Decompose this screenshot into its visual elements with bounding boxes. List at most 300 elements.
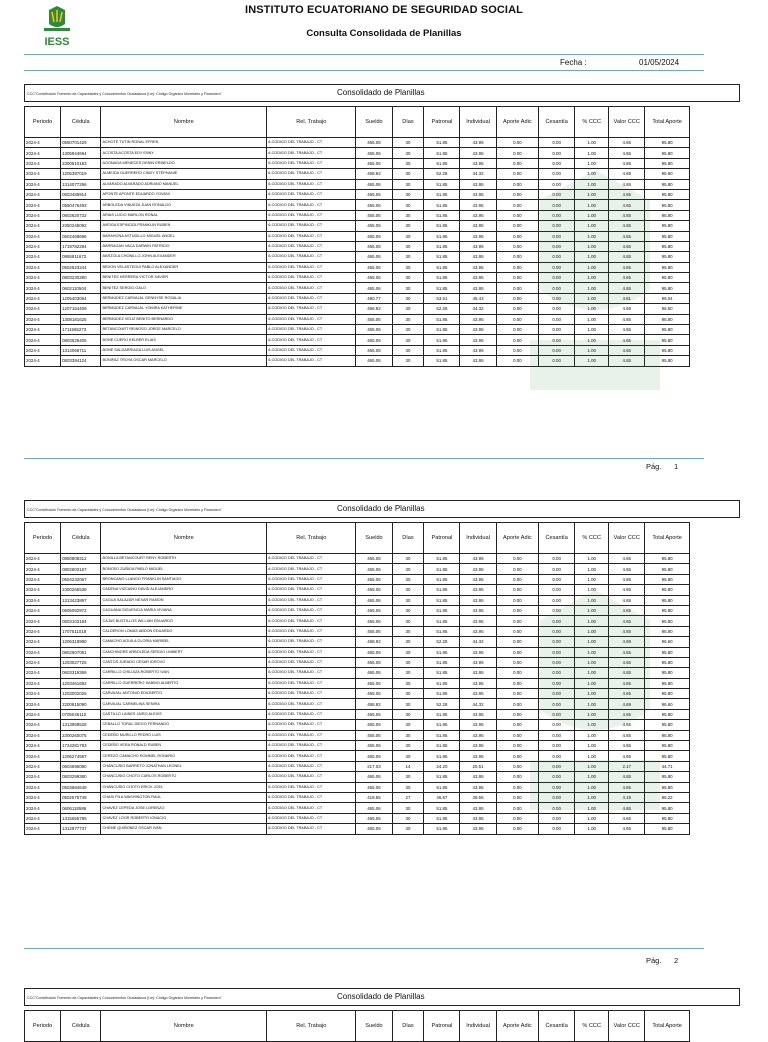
ccc-note: CCC"Contribución Fomento de Capacidades y Conocimientos Ciudadanos (Ley: Código Orgánico Monetario y Financiero" [27, 508, 222, 512]
cell-sueldo: 465.06 [356, 179, 392, 189]
cell-aporte-adic: 0.00 [496, 241, 538, 251]
cell-aporte-adic: 0.00 [496, 637, 538, 647]
cell-individual: 43.95 [460, 824, 496, 834]
cell-aporte-adic: 0.00 [496, 273, 538, 283]
cell-cesantia: 0.00 [539, 678, 575, 688]
cell-cesantia: 0.00 [539, 189, 575, 199]
cell-nombre: CHANCUSIG CHOTO CARLOS ROBERTO [101, 772, 267, 782]
cell-total-aporte: 95.80 [645, 751, 690, 761]
cell-valor-ccc: 2.17 [609, 761, 645, 771]
cell-nombre: BONIFAZ TROYA OSCAR MARCELO [101, 356, 267, 366]
cell-pct-ccc: 1.00 [575, 356, 609, 366]
cell-dias: 30 [392, 647, 424, 657]
table-row [25, 741, 690, 751]
cell-periodo: 2024-4 [25, 210, 61, 220]
cell-sueldo: 217.03 [356, 761, 392, 771]
cell-cedula: 1206274587 [61, 751, 101, 761]
cell-total-aporte: 95.80 [645, 668, 690, 678]
cell-individual: 43.95 [460, 189, 496, 199]
cell-sueldo: 418.55 [356, 792, 392, 802]
table-row [25, 585, 690, 595]
table-row [25, 637, 690, 647]
cell-total-aporte: 95.80 [645, 813, 690, 823]
cell-pct-ccc: 1.00 [575, 169, 609, 179]
page-number: 2 [674, 956, 679, 965]
cell-total-aporte: 95.80 [645, 158, 690, 168]
cell-individual: 43.95 [460, 345, 496, 355]
cell-pct-ccc: 1.00 [575, 626, 609, 636]
cell-cedula: 0802620732 [61, 210, 101, 220]
cell-rel-trabajo: 6-CODIGO DEL TRABAJO - CT [267, 730, 356, 740]
table-header-row [25, 523, 690, 554]
cell-periodo: 2024-4 [25, 678, 61, 688]
cell-nombre: CHASI PILA WASHINGTON RAUL [101, 792, 267, 802]
cell-nombre: BRONCANO LLANGO FRANKLIN SANTIAGO [101, 574, 267, 584]
planillas-section-1 [24, 84, 740, 367]
cell-cesantia: 0.00 [539, 637, 575, 647]
cell-cesantia: 0.00 [539, 751, 575, 761]
cell-nombre: BERMUDEZ CARVAJAL GENNYSE ROSALIA [101, 293, 267, 303]
cell-total-aporte: 95.80 [645, 189, 690, 199]
cell-dias: 30 [392, 699, 424, 709]
column-header-patronal: Patronal [424, 107, 460, 138]
cell-dias: 30 [392, 262, 424, 272]
cell-individual: 43.95 [460, 709, 496, 719]
cell-dias: 30 [392, 325, 424, 335]
cell-nombre: CEDEÑO MURILLO PEDRO LUIS [101, 730, 267, 740]
cell-rel-trabajo: 6-CODIGO DEL TRABAJO - CT [267, 699, 356, 709]
cell-total-aporte: 95.80 [645, 803, 690, 813]
cell-dias: 30 [392, 138, 424, 148]
cell-nombre: BARAHONA ASTUDILLO MIGUEL ANGEL [101, 231, 267, 241]
cell-cedula: 0605092972 [61, 605, 101, 615]
cell-cesantia: 0.00 [539, 554, 575, 564]
cell-periodo: 2024-4 [25, 335, 61, 345]
cell-individual: 43.95 [460, 678, 496, 688]
section-header [24, 84, 740, 102]
cell-valor-ccc: 4.65 [609, 564, 645, 574]
cell-pct-ccc: 1.00 [575, 772, 609, 782]
cell-cedula: 1203002025 [61, 689, 101, 699]
cell-individual: 43.95 [460, 772, 496, 782]
cell-cedula: 0602468696 [61, 231, 101, 241]
cell-periodo: 2024-4 [25, 241, 61, 251]
cell-rel-trabajo: 6-CODIGO DEL TRABAJO - CT [267, 585, 356, 595]
cell-nombre: CADENA VIZCAINO DAVID ALEJANDRO [101, 585, 267, 595]
column-header-periodo: Periodo [25, 1011, 61, 1042]
cell-nombre: ALMEIDA GUERRERO CINDY STEPHANIE [101, 169, 267, 179]
cell-rel-trabajo: 6-CODIGO DEL TRABAJO - CT [267, 813, 356, 823]
cell-cesantia: 0.00 [539, 772, 575, 782]
cell-valor-ccc: 4.65 [609, 241, 645, 251]
cell-cedula: 0503485914 [61, 189, 101, 199]
cell-sueldo: 465.06 [356, 221, 392, 231]
cell-periodo: 2024-4 [25, 138, 61, 148]
cell-dias: 30 [392, 668, 424, 678]
table-row [25, 148, 690, 158]
cell-sueldo: 468.92 [356, 699, 392, 709]
cell-nombre: CANTOS JURADO CESAR IDROVO [101, 657, 267, 667]
cell-pct-ccc: 1.00 [575, 200, 609, 210]
cell-patronal: 51.85 [424, 626, 460, 636]
cell-aporte-adic: 0.00 [496, 668, 538, 678]
cell-valor-ccc: 4.65 [609, 231, 645, 241]
cell-nombre: BENITEZ SERGIO GALO [101, 283, 267, 293]
cell-rel-trabajo: 6-CODIGO DEL TRABAJO - CT [267, 689, 356, 699]
cell-pct-ccc: 1.00 [575, 325, 609, 335]
cell-cedula: 1205397019 [61, 169, 101, 179]
cell-aporte-adic: 0.00 [496, 824, 538, 834]
cell-cesantia: 0.00 [539, 647, 575, 657]
cell-pct-ccc: 1.00 [575, 751, 609, 761]
cell-rel-trabajo: 6-CODIGO DEL TRABAJO - CT [267, 293, 356, 303]
cell-aporte-adic: 0.00 [496, 293, 538, 303]
cell-dias: 14 [392, 761, 424, 771]
cell-valor-ccc: 4.65 [609, 709, 645, 719]
cell-individual: 43.95 [460, 751, 496, 761]
cell-sueldo: 465.06 [356, 158, 392, 168]
cell-periodo: 2024-4 [25, 803, 61, 813]
cell-pct-ccc: 1.00 [575, 824, 609, 834]
column-header-periodo: Periodo [25, 523, 61, 554]
date-label: Fecha : [560, 58, 587, 67]
cell-pct-ccc: 1.00 [575, 335, 609, 345]
cell-dias: 30 [392, 678, 424, 688]
page-label: Pág. [646, 462, 662, 471]
column-header-valor-ccc: Valor CCC [609, 523, 645, 554]
cell-individual: 43.95 [460, 741, 496, 751]
cell-individual: 43.95 [460, 221, 496, 231]
cell-periodo: 2024-4 [25, 751, 61, 761]
cell-periodo: 2024-4 [25, 689, 61, 699]
cell-patronal: 51.85 [424, 283, 460, 293]
cell-cesantia: 0.00 [539, 668, 575, 678]
cell-individual: 44.32 [460, 169, 496, 179]
table-row [25, 782, 690, 792]
table-row [25, 158, 690, 168]
cell-aporte-adic: 0.00 [496, 689, 538, 699]
cell-cedula: 0503299380 [61, 772, 101, 782]
cell-nombre: CEREZO CAMACHO ROMMEL RONARIO [101, 751, 267, 761]
cell-nombre: CALDERON LOMAS ABDON EDUARDO [101, 626, 267, 636]
cell-cesantia: 0.00 [539, 169, 575, 179]
cell-aporte-adic: 0.00 [496, 325, 538, 335]
cell-cesantia: 0.00 [539, 179, 575, 189]
table-row [25, 813, 690, 823]
cell-rel-trabajo: 6-CODIGO DEL TRABAJO - CT [267, 626, 356, 636]
column-header-dias: Días [392, 1011, 424, 1042]
cell-dias: 30 [392, 273, 424, 283]
cell-sueldo: 465.06 [356, 657, 392, 667]
cell-total-aporte: 44.71 [645, 761, 690, 771]
cell-sueldo: 465.06 [356, 241, 392, 251]
cell-cedula: 1724281793 [61, 741, 101, 751]
cell-rel-trabajo: 6-CODIGO DEL TRABAJO - CT [267, 273, 356, 283]
cell-cesantia: 0.00 [539, 210, 575, 220]
cell-periodo: 2024-4 [25, 709, 61, 719]
cell-individual: 43.95 [460, 782, 496, 792]
cell-sueldo: 468.92 [356, 169, 392, 179]
column-header-nombre: Nombre [101, 1011, 267, 1042]
cell-pct-ccc: 1.00 [575, 231, 609, 241]
cell-individual: 44.32 [460, 699, 496, 709]
cell-nombre: AVEIGA ESPINOZA FRANKLIN RUBEN [101, 221, 267, 231]
cell-aporte-adic: 0.00 [496, 720, 538, 730]
cell-dias: 30 [392, 730, 424, 740]
cell-patronal: 51.85 [424, 241, 460, 251]
cell-rel-trabajo: 6-CODIGO DEL TRABAJO - CT [267, 720, 356, 730]
column-header-patronal: Patronal [424, 523, 460, 554]
cell-rel-trabajo: 6-CODIGO DEL TRABAJO - CT [267, 210, 356, 220]
table-row [25, 179, 690, 189]
cell-individual: 43.95 [460, 720, 496, 730]
cell-total-aporte: 95.80 [645, 231, 690, 241]
cell-patronal: 51.85 [424, 595, 460, 605]
cell-rel-trabajo: 6-CODIGO DEL TRABAJO - CT [267, 574, 356, 584]
cell-cesantia: 0.00 [539, 356, 575, 366]
cell-nombre: BARZOLA CHONILLO JOHN ALEXANDER [101, 252, 267, 262]
cell-pct-ccc: 1.00 [575, 262, 609, 272]
cell-aporte-adic: 0.00 [496, 148, 538, 158]
cell-cedula: 0606118586 [61, 803, 101, 813]
cell-cedula: 1308181625 [61, 314, 101, 324]
cell-nombre: CAMACHO AGUILA GLORIA MARIBEL [101, 637, 267, 647]
column-header-pct-ccc: % CCC [575, 523, 609, 554]
cell-periodo: 2024-4 [25, 605, 61, 615]
cell-cedula: 1711565273 [61, 325, 101, 335]
cell-cesantia: 0.00 [539, 689, 575, 699]
cell-periodo: 2024-4 [25, 741, 61, 751]
cell-patronal: 51.85 [424, 325, 460, 335]
cell-cesantia: 0.00 [539, 345, 575, 355]
cell-aporte-adic: 0.00 [496, 169, 538, 179]
cell-valor-ccc: 4.81 [609, 293, 645, 303]
cell-patronal: 51.85 [424, 678, 460, 688]
cell-patronal: 51.85 [424, 647, 460, 657]
cell-valor-ccc: 4.65 [609, 210, 645, 220]
cell-dias: 30 [392, 148, 424, 158]
cell-individual: 43.95 [460, 138, 496, 148]
cell-cedula: 1205403064 [61, 293, 101, 303]
cell-pct-ccc: 1.00 [575, 304, 609, 314]
cell-nombre: CHANCUSIG CHOTO ERICK JOEL [101, 782, 267, 792]
cell-nombre: BERMUDEZ VELIZ BENITO BERNARDO [101, 314, 267, 324]
cell-total-aporte: 95.80 [645, 595, 690, 605]
cell-cesantia: 0.00 [539, 657, 575, 667]
column-header-rel-trabajo: Rel. Trabajo [267, 1011, 356, 1042]
cell-pct-ccc: 1.00 [575, 554, 609, 564]
cell-valor-ccc: 4.65 [609, 262, 645, 272]
cell-sueldo: 465.06 [356, 803, 392, 813]
cell-individual: 43.95 [460, 148, 496, 158]
cell-aporte-adic: 0.00 [496, 335, 538, 345]
table-row [25, 241, 690, 251]
cell-individual: 43.95 [460, 813, 496, 823]
cell-total-aporte: 96.60 [645, 169, 690, 179]
table-row [25, 345, 690, 355]
cell-periodo: 2024-4 [25, 200, 61, 210]
cell-total-aporte: 95.80 [645, 345, 690, 355]
cell-valor-ccc: 4.65 [609, 356, 645, 366]
cell-nombre: CARVAJAL CARMELINA SENIRA [101, 699, 267, 709]
section-title: Consolidado de Planillas [337, 992, 425, 1001]
ccc-note: CCC"Contribución Fomento de Capacidades y Conocimientos Ciudadanos (Ley: Código Orgánico Monetario y Financiero" [27, 92, 222, 96]
cell-nombre: BONILLA BETANCOURT RENY ROBERTH [101, 554, 267, 564]
cell-sueldo: 465.06 [356, 564, 392, 574]
table-row [25, 252, 690, 262]
cell-sueldo: 465.06 [356, 138, 392, 148]
table-row [25, 595, 690, 605]
cell-rel-trabajo: 6-CODIGO DEL TRABAJO - CT [267, 314, 356, 324]
cell-cedula: 0502575749 [61, 792, 101, 802]
cell-individual: 43.95 [460, 605, 496, 615]
cell-periodo: 2024-4 [25, 699, 61, 709]
column-header-aporte-adic: Aporte Adic [496, 523, 538, 554]
table-row [25, 231, 690, 241]
cell-valor-ccc: 4.65 [609, 678, 645, 688]
cell-cedula: 1203027725 [61, 657, 101, 667]
cell-valor-ccc: 4.65 [609, 345, 645, 355]
cell-sueldo: 465.06 [356, 720, 392, 730]
cell-total-aporte: 95.80 [645, 605, 690, 615]
cell-dias: 30 [392, 283, 424, 293]
cell-rel-trabajo: 6-CODIGO DEL TRABAJO - CT [267, 241, 356, 251]
cell-cesantia: 0.00 [539, 241, 575, 251]
cell-total-aporte: 95.80 [645, 252, 690, 262]
table-row [25, 138, 690, 148]
cell-rel-trabajo: 6-CODIGO DEL TRABAJO - CT [267, 158, 356, 168]
cell-sueldo: 468.92 [356, 304, 392, 314]
planillas-table [24, 1010, 690, 1042]
cell-sueldo: 465.06 [356, 730, 392, 740]
cell-sueldo: 465.06 [356, 647, 392, 657]
cell-individual: 43.95 [460, 241, 496, 251]
cell-individual: 44.32 [460, 637, 496, 647]
cell-individual: 43.95 [460, 564, 496, 574]
cell-nombre: ALVARADO ALVARADO ADRIANO MANUEL [101, 179, 267, 189]
cell-total-aporte: 95.80 [645, 730, 690, 740]
cell-periodo: 2024-4 [25, 283, 61, 293]
cell-total-aporte: 95.80 [645, 283, 690, 293]
cell-rel-trabajo: 6-CODIGO DEL TRABAJO - CT [267, 657, 356, 667]
cell-dias: 30 [392, 824, 424, 834]
cell-pct-ccc: 1.00 [575, 252, 609, 262]
cell-rel-trabajo: 6-CODIGO DEL TRABAJO - CT [267, 554, 356, 564]
cell-total-aporte: 95.80 [645, 772, 690, 782]
table-row [25, 730, 690, 740]
cell-sueldo: 465.06 [356, 314, 392, 324]
cell-nombre: BERMUDEZ CARVAJAL YOMIRA KATHERINE [101, 304, 267, 314]
cell-valor-ccc: 4.65 [609, 283, 645, 293]
cell-valor-ccc: 4.65 [609, 273, 645, 283]
cell-cedula: 1305944694 [61, 148, 101, 158]
cell-pct-ccc: 1.00 [575, 699, 609, 709]
cell-valor-ccc: 4.65 [609, 605, 645, 615]
logo-text: IESS [44, 36, 70, 48]
cell-rel-trabajo: 6-CODIGO DEL TRABAJO - CT [267, 605, 356, 615]
cell-sueldo: 465.06 [356, 335, 392, 345]
cell-cesantia: 0.00 [539, 138, 575, 148]
cell-valor-ccc: 4.69 [609, 637, 645, 647]
page-label: Pág. [646, 956, 662, 965]
cell-dias: 30 [392, 345, 424, 355]
cell-cesantia: 0.00 [539, 720, 575, 730]
cell-cedula: 1313423897 [61, 595, 101, 605]
table-row [25, 699, 690, 709]
table-row [25, 189, 690, 199]
cell-dias: 30 [392, 616, 424, 626]
cell-individual: 43.95 [460, 262, 496, 272]
table-row [25, 668, 690, 678]
cell-dias: 30 [392, 252, 424, 262]
cell-rel-trabajo: 6-CODIGO DEL TRABAJO - CT [267, 761, 356, 771]
cell-valor-ccc: 4.65 [609, 554, 645, 564]
cell-cedula: 0602110504 [61, 283, 101, 293]
cell-total-aporte: 95.80 [645, 564, 690, 574]
cell-aporte-adic: 0.00 [496, 741, 538, 751]
cell-total-aporte: 95.80 [645, 678, 690, 688]
cell-nombre: AGONAGA MENECES DENIN ERINELDO [101, 158, 267, 168]
column-header-individual: Individual [460, 1011, 496, 1042]
cell-rel-trabajo: 6-CODIGO DEL TRABAJO - CT [267, 179, 356, 189]
cell-cesantia: 0.00 [539, 231, 575, 241]
cell-cedula: 1314066711 [61, 345, 101, 355]
cell-patronal: 53.61 [424, 293, 460, 303]
cell-dias: 30 [392, 200, 424, 210]
cell-patronal: 51.85 [424, 356, 460, 366]
cell-cedula: 0705045110 [61, 709, 101, 719]
cell-pct-ccc: 1.00 [575, 189, 609, 199]
cell-pct-ccc: 1.00 [575, 148, 609, 158]
cell-patronal: 24.20 [424, 761, 460, 771]
table-row [25, 761, 690, 771]
cell-patronal: 51.85 [424, 616, 460, 626]
cell-patronal: 51.85 [424, 730, 460, 740]
cell-rel-trabajo: 6-CODIGO DEL TRABAJO - CT [267, 595, 356, 605]
cell-valor-ccc: 4.65 [609, 647, 645, 657]
table-row [25, 657, 690, 667]
cell-cesantia: 0.00 [539, 616, 575, 626]
cell-nombre: CHAVEZ LOOR ROBERTO IGNACIO [101, 813, 267, 823]
cell-total-aporte: 95.80 [645, 647, 690, 657]
cell-cedula: 1313959528 [61, 720, 101, 730]
cell-valor-ccc: 4.65 [609, 574, 645, 584]
cell-pct-ccc: 1.00 [575, 720, 609, 730]
cell-pct-ccc: 1.00 [575, 241, 609, 251]
table-row [25, 751, 690, 761]
cell-pct-ccc: 1.00 [575, 138, 609, 148]
cell-cesantia: 0.00 [539, 200, 575, 210]
cell-cesantia: 0.00 [539, 564, 575, 574]
cell-cesantia: 0.00 [539, 626, 575, 636]
cell-aporte-adic: 0.00 [496, 813, 538, 823]
cell-periodo: 2024-4 [25, 657, 61, 667]
cell-nombre: ARIAS LUCIO MARLON RONAL [101, 210, 267, 220]
cell-sueldo: 465.06 [356, 189, 392, 199]
cell-individual: 43.95 [460, 657, 496, 667]
cell-aporte-adic: 0.00 [496, 262, 538, 272]
cell-dias: 30 [392, 169, 424, 179]
cell-patronal: 51.85 [424, 574, 460, 584]
cell-cedula: 0503394124 [61, 356, 101, 366]
cell-individual: 43.95 [460, 689, 496, 699]
cell-rel-trabajo: 6-CODIGO DEL TRABAJO - CT [267, 283, 356, 293]
cell-pct-ccc: 1.00 [575, 221, 609, 231]
cell-patronal: 51.85 [424, 564, 460, 574]
cell-sueldo: 465.06 [356, 200, 392, 210]
cell-valor-ccc: 4.65 [609, 325, 645, 335]
cell-periodo: 2024-4 [25, 595, 61, 605]
